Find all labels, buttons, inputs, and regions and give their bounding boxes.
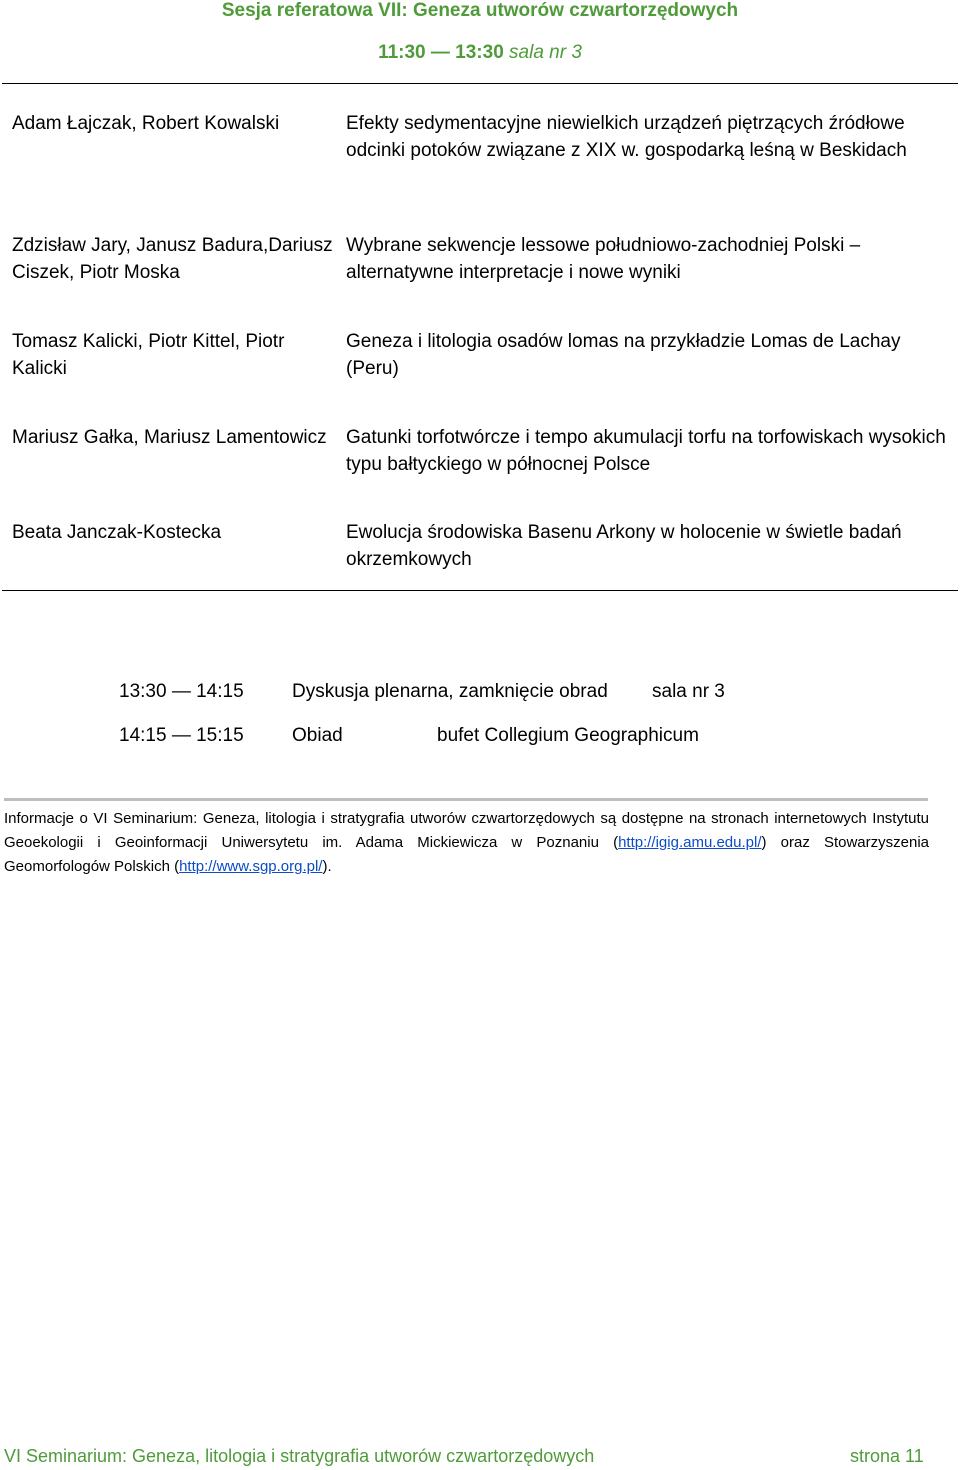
table-bottom-rule bbox=[2, 590, 958, 591]
talk-authors: Adam Łajczak, Robert Kowalski bbox=[12, 113, 280, 134]
igig-link[interactable]: http://igig.amu.edu.pl/ bbox=[618, 834, 762, 851]
session-room: sala nr 3 bbox=[509, 42, 582, 63]
table-top-rule bbox=[2, 83, 958, 84]
footer-title: VI Seminarium: Geneza, litologia i stratygrafia utworów czwartorzędowych bbox=[4, 1446, 595, 1466]
agenda-event: Obiad bbox=[292, 725, 343, 746]
talk-title: Ewolucja środowiska Basenu Arkony w holocenie w świetle badań okrzemkowych bbox=[346, 522, 902, 570]
talk-title: Geneza i litologia osadów lomas na przykładzie Lomas de Lachay (Peru) bbox=[346, 331, 901, 379]
agenda-event: Dyskusja plenarna, zamknięcie obrad bbox=[292, 681, 608, 702]
talk-authors: Beata Janczak-Kostecka bbox=[12, 522, 222, 543]
info-text: ). bbox=[322, 858, 332, 875]
info-rule bbox=[4, 798, 928, 801]
agenda-time: 14:15 — 15:15 bbox=[119, 725, 244, 746]
info-text: Informacje o VI Seminarium: Geneza, litologia i stratygrafia utworów czwartorzędowych są dostępne na stronach internetowych Instytutu Geoekologii i Geoinformacji Uniwersytetu im. Adama Mickiewicza w Poznaniu ( bbox=[4, 810, 929, 851]
talk-authors: Mariusz Gałka, Mariusz Lamentowicz bbox=[12, 427, 327, 448]
talk-title: Wybrane sekwencje lessowe południowo-zachodniej Polski – alternatywne interpretacje i nowe wyniki bbox=[346, 235, 861, 283]
talk-title: Efekty sedymentacyjne niewielkich urządzeń piętrzących źródłowe odcinki potoków związane z XIX w. gospodarką leśną w Beskidach bbox=[346, 113, 907, 161]
talk-title: Gatunki torfotwórcze i tempo akumulacji torfu na torfowiskach wysokich typu bałtyckiego w północnej Polsce bbox=[346, 427, 946, 475]
agenda-place: sala nr 3 bbox=[652, 681, 725, 702]
session-time-line bbox=[0, 42, 960, 64]
sgp-link[interactable]: http://www.sgp.org.pl/ bbox=[179, 858, 323, 875]
agenda-place: bufet Collegium Geographicum bbox=[437, 725, 699, 746]
talk-authors: Zdzisław Jary, Janusz Badura,Dariusz Ciszek, Piotr Moska bbox=[12, 235, 333, 283]
info-text: ) oraz Stowarzyszenia Geomorfologów Polskich ( bbox=[4, 834, 930, 875]
info-paragraph bbox=[4, 807, 929, 879]
session-time: 11:30 — 13:30 bbox=[378, 42, 504, 63]
agenda-time: 13:30 — 14:15 bbox=[119, 681, 244, 702]
page-number: strona 11 bbox=[850, 1446, 924, 1466]
talk-authors: Tomasz Kalicki, Piotr Kittel, Piotr Kalicki bbox=[12, 331, 285, 379]
session-title: Sesja referatowa VII: Geneza utworów czwartorzędowych bbox=[221, 0, 739, 21]
